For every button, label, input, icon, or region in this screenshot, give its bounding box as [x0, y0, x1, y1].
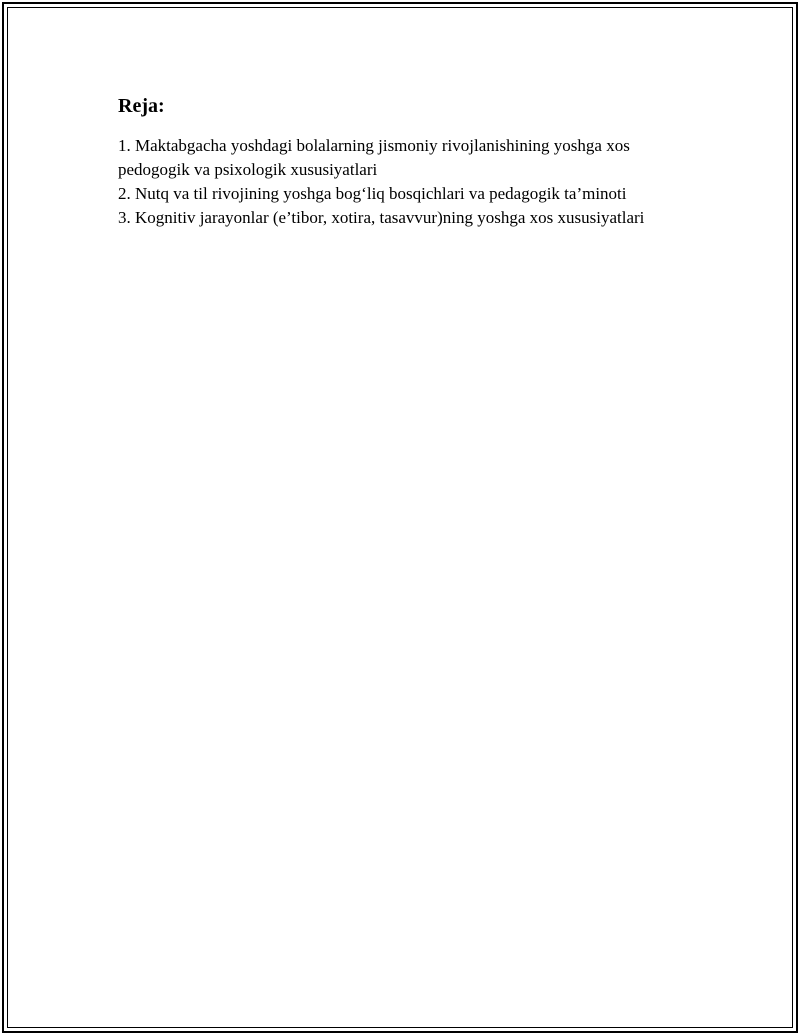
plan-item-2: 2. Nutq va til rivojining yoshga bog‘liq bosqichlari va pedagogik ta’minoti	[118, 184, 627, 203]
plan-item-1: 1. Maktabgacha yoshdagi bolalarning jismoniy rivojlanishining yoshga xos pedogogik va psixologik xususiyatlari	[118, 136, 630, 179]
document-content	[118, 92, 688, 230]
plan-list	[118, 134, 688, 230]
plan-item-3: 3. Kognitiv jarayonlar (e’tibor, xotira, tasavvur)ning yoshga xos xususiyatlari	[118, 208, 645, 227]
plan-heading: Reja:	[118, 95, 165, 117]
